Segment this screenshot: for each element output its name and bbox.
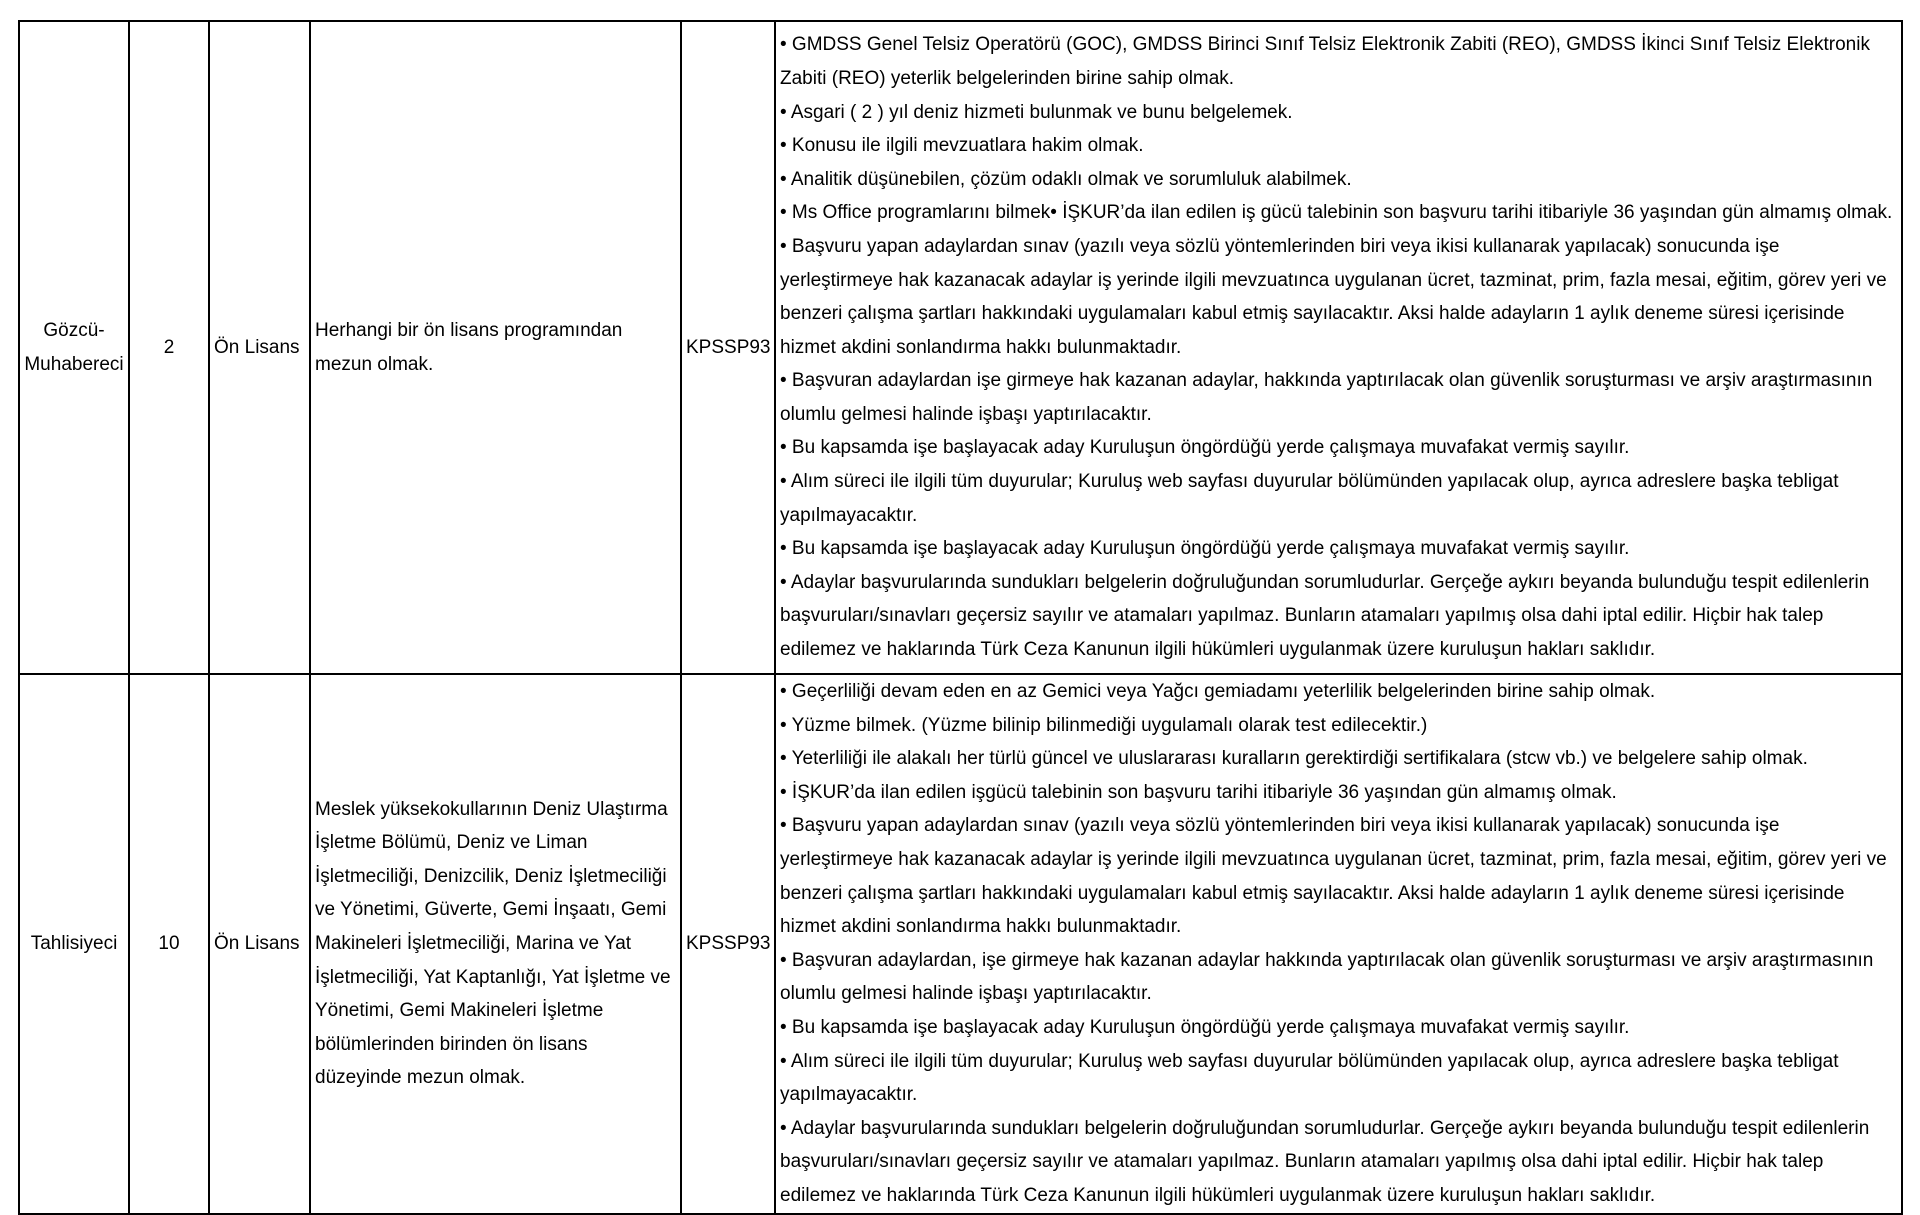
requirement-item: • İŞKUR’da ilan edilen işgücü talebinin son başvuru tarihi itibariyle 36 yaşından gün almamış olmak.	[780, 781, 1617, 803]
requirement-item: • Yeterliliği ile alakalı her türlü güncel ve uluslararası kuralların gerektirdiği sertifikalara (stcw vb.) ve belgelere sahip olmak.	[780, 748, 1808, 770]
requirement-item: • Yüzme bilmek. (Yüzme bilinip bilinmediği uygulamalı olarak test edilecektir.)	[780, 714, 1428, 736]
requirement-item: • Bu kapsamda işe başlayacak aday Kuruluşun öngördüğü yerde çalışmaya muvafakat vermiş sayılır.	[780, 437, 1630, 459]
education-requirement-cell: Meslek yüksekokullarının Deniz Ulaştırma İşletme Bölümü, Deniz ve Liman İşletmeciliği, Denizcilik, Deniz İşletmeciliği ve Yönetimi, Güverte, Gemi İnşaatı, Gemi Makineleri İşletmeciliği, Marina ve Yat İşletmeciliği, Yat Kaptanlığı, Yat İşletme ve Yönetimi, Gemi Makineleri İşletme bölümlerinden birinden ön lisans düzeyinde mezun olmak.	[310, 674, 681, 1214]
requirement-item: • Ms Office programlarını bilmek• İŞKUR’da ilan edilen iş gücü talebinin son başvuru tarihi itibariyle 36 yaşından gün almamış olmak.	[780, 202, 1893, 224]
score-type-cell: KPSSP93	[681, 674, 775, 1214]
requirement-item: • Geçerliliği devam eden en az Gemici veya Yağcı gemiadamı yeterlilik belgelerinden birine sahip olmak.	[780, 681, 1656, 702]
position-count-cell: 10	[129, 674, 209, 1214]
requirement-item: • Adaylar başvurularında sundukları belgelerin doğruluğundan sorumludurlar. Gerçeğe aykırı beyanda bulunduğu tespit edilenlerin başvuruları/sınavları geçersiz sayılır ve atamaları yapılmaz. Bunların atamaları yapılmış olsa dahi iptal edilir. Hiçbir hak talep edilemez ve haklarında Türk Ceza Kanunun ilgili hükümleri uygulanmak üzere kuruluşun hakları saklıdır.	[780, 571, 1870, 661]
table-row	[19, 674, 1902, 1214]
requirement-item: • Başvuran adaylardan işe girmeye hak kazanan adaylar, hakkında yaptırılacak olan güvenlik soruşturması ve arşiv araştırmasının olumlu gelmesi halinde işbaşı yaptırılacaktır.	[780, 370, 1873, 425]
position-title-cell	[19, 674, 129, 1214]
education-level-cell: Ön Lisans	[209, 674, 310, 1214]
requirements-cell	[775, 674, 1902, 1214]
job-listing-table	[18, 20, 1903, 1215]
position-title-line: Gözcü-	[43, 319, 105, 341]
position-count-cell: 2	[129, 21, 209, 674]
position-title-cell	[19, 21, 129, 674]
requirement-item: • Adaylar başvurularında sundukları belgelerin doğruluğundan sorumludurlar. Gerçeğe aykırı beyanda bulunduğu tespit edilenlerin başvuruları/sınavları geçersiz sayılır ve atamaları yapılmaz. Bunların atamaları yapılmış olsa dahi iptal edilir. Hiçbir hak talep edilemez ve haklarında Türk Ceza Kanunun ilgili hükümleri uygulanmak üzere kuruluşun hakları saklıdır.	[780, 1117, 1870, 1206]
requirement-item: • Bu kapsamda işe başlayacak aday Kuruluşun öngördüğü yerde çalışmaya muvafakat vermiş sayılır.	[780, 1016, 1630, 1038]
education-level-cell: Ön Lisans	[209, 21, 310, 674]
requirement-item: • Analitik düşünebilen, çözüm odaklı olmak ve sorumluluk alabilmek.	[780, 168, 1352, 190]
requirement-item: • Bu kapsamda işe başlayacak aday Kuruluşun öngördüğü yerde çalışmaya muvafakat vermiş sayılır.	[780, 538, 1630, 560]
requirement-item: • GMDSS Genel Telsiz Operatörü (GOC), GMDSS Birinci Sınıf Telsiz Elektronik Zabiti (REO), GMDSS İkinci Sınıf Telsiz Elektronik Zabiti (REO) yeterlik belgelerinden birine sahip olmak.	[780, 34, 1870, 89]
requirement-item: • Konusu ile ilgili mevzuatlara hakim olmak.	[780, 135, 1144, 157]
score-type-cell: KPSSP93	[681, 21, 775, 674]
requirement-item: • Başvuran adaylardan, işe girmeye hak kazanan adaylar hakkında yaptırılacak olan güvenlik soruşturması ve arşiv araştırmasının olumlu gelmesi halinde işbaşı yaptırılacaktır.	[780, 949, 1874, 1005]
position-title-line: Tahlisiyeci	[30, 932, 118, 954]
requirement-item: • Başvuru yapan adaylardan sınav (yazılı veya sözlü yöntemlerinden biri veya ikisi kullanarak yapılacak) sonucunda işe yerleştirmeye hak kazanacak adaylar iş yerinde ilgili mevzuatınca uygulanan ücret, tazminat, prim, fazla mesai, eğitim, görev yeri ve benzeri çalışma şartları hakkındaki uygulamaları kabul etmiş sayılacaktır. Aksi halde adayların 1 aylık deneme süresi içerisinde hizmet akdini sonlandırma hakkı bulunmaktadır.	[780, 235, 1887, 358]
table-row	[19, 21, 1902, 674]
education-requirement-cell: Herhangi bir ön lisans programından mezun olmak.	[310, 21, 681, 674]
requirements-cell	[775, 21, 1902, 674]
requirement-item: • Başvuru yapan adaylardan sınav (yazılı veya sözlü yöntemlerinden biri veya ikisi kullanarak yapılacak) sonucunda işe yerleştirmeye hak kazanacak adaylar iş yerinde ilgili mevzuatınca uygulanan ücret, tazminat, prim, fazla mesai, eğitim, görev yeri ve benzeri çalışma şartları hakkındaki uygulamaları kabul etmiş sayılacaktır. Aksi halde adayların 1 aylık deneme süresi içerisinde hizmet akdini sonlandırma hakkı bulunmaktadır.	[780, 815, 1887, 938]
requirement-item: • Asgari ( 2 ) yıl deniz hizmeti bulunmak ve bunu belgelemek.	[780, 101, 1293, 123]
requirement-item: • Alım süreci ile ilgili tüm duyurular; Kuruluş web sayfası duyurular bölümünden yapılacak olup, ayrıca adreslere başka tebligat yapılmayacaktır.	[780, 1050, 1839, 1106]
position-title-line: Muhabereci	[24, 353, 124, 375]
requirement-item: • Alım süreci ile ilgili tüm duyurular; Kuruluş web sayfası duyurular bölümünden yapılacak olup, ayrıca adreslere başka tebligat yapılmayacaktır.	[780, 471, 1839, 526]
